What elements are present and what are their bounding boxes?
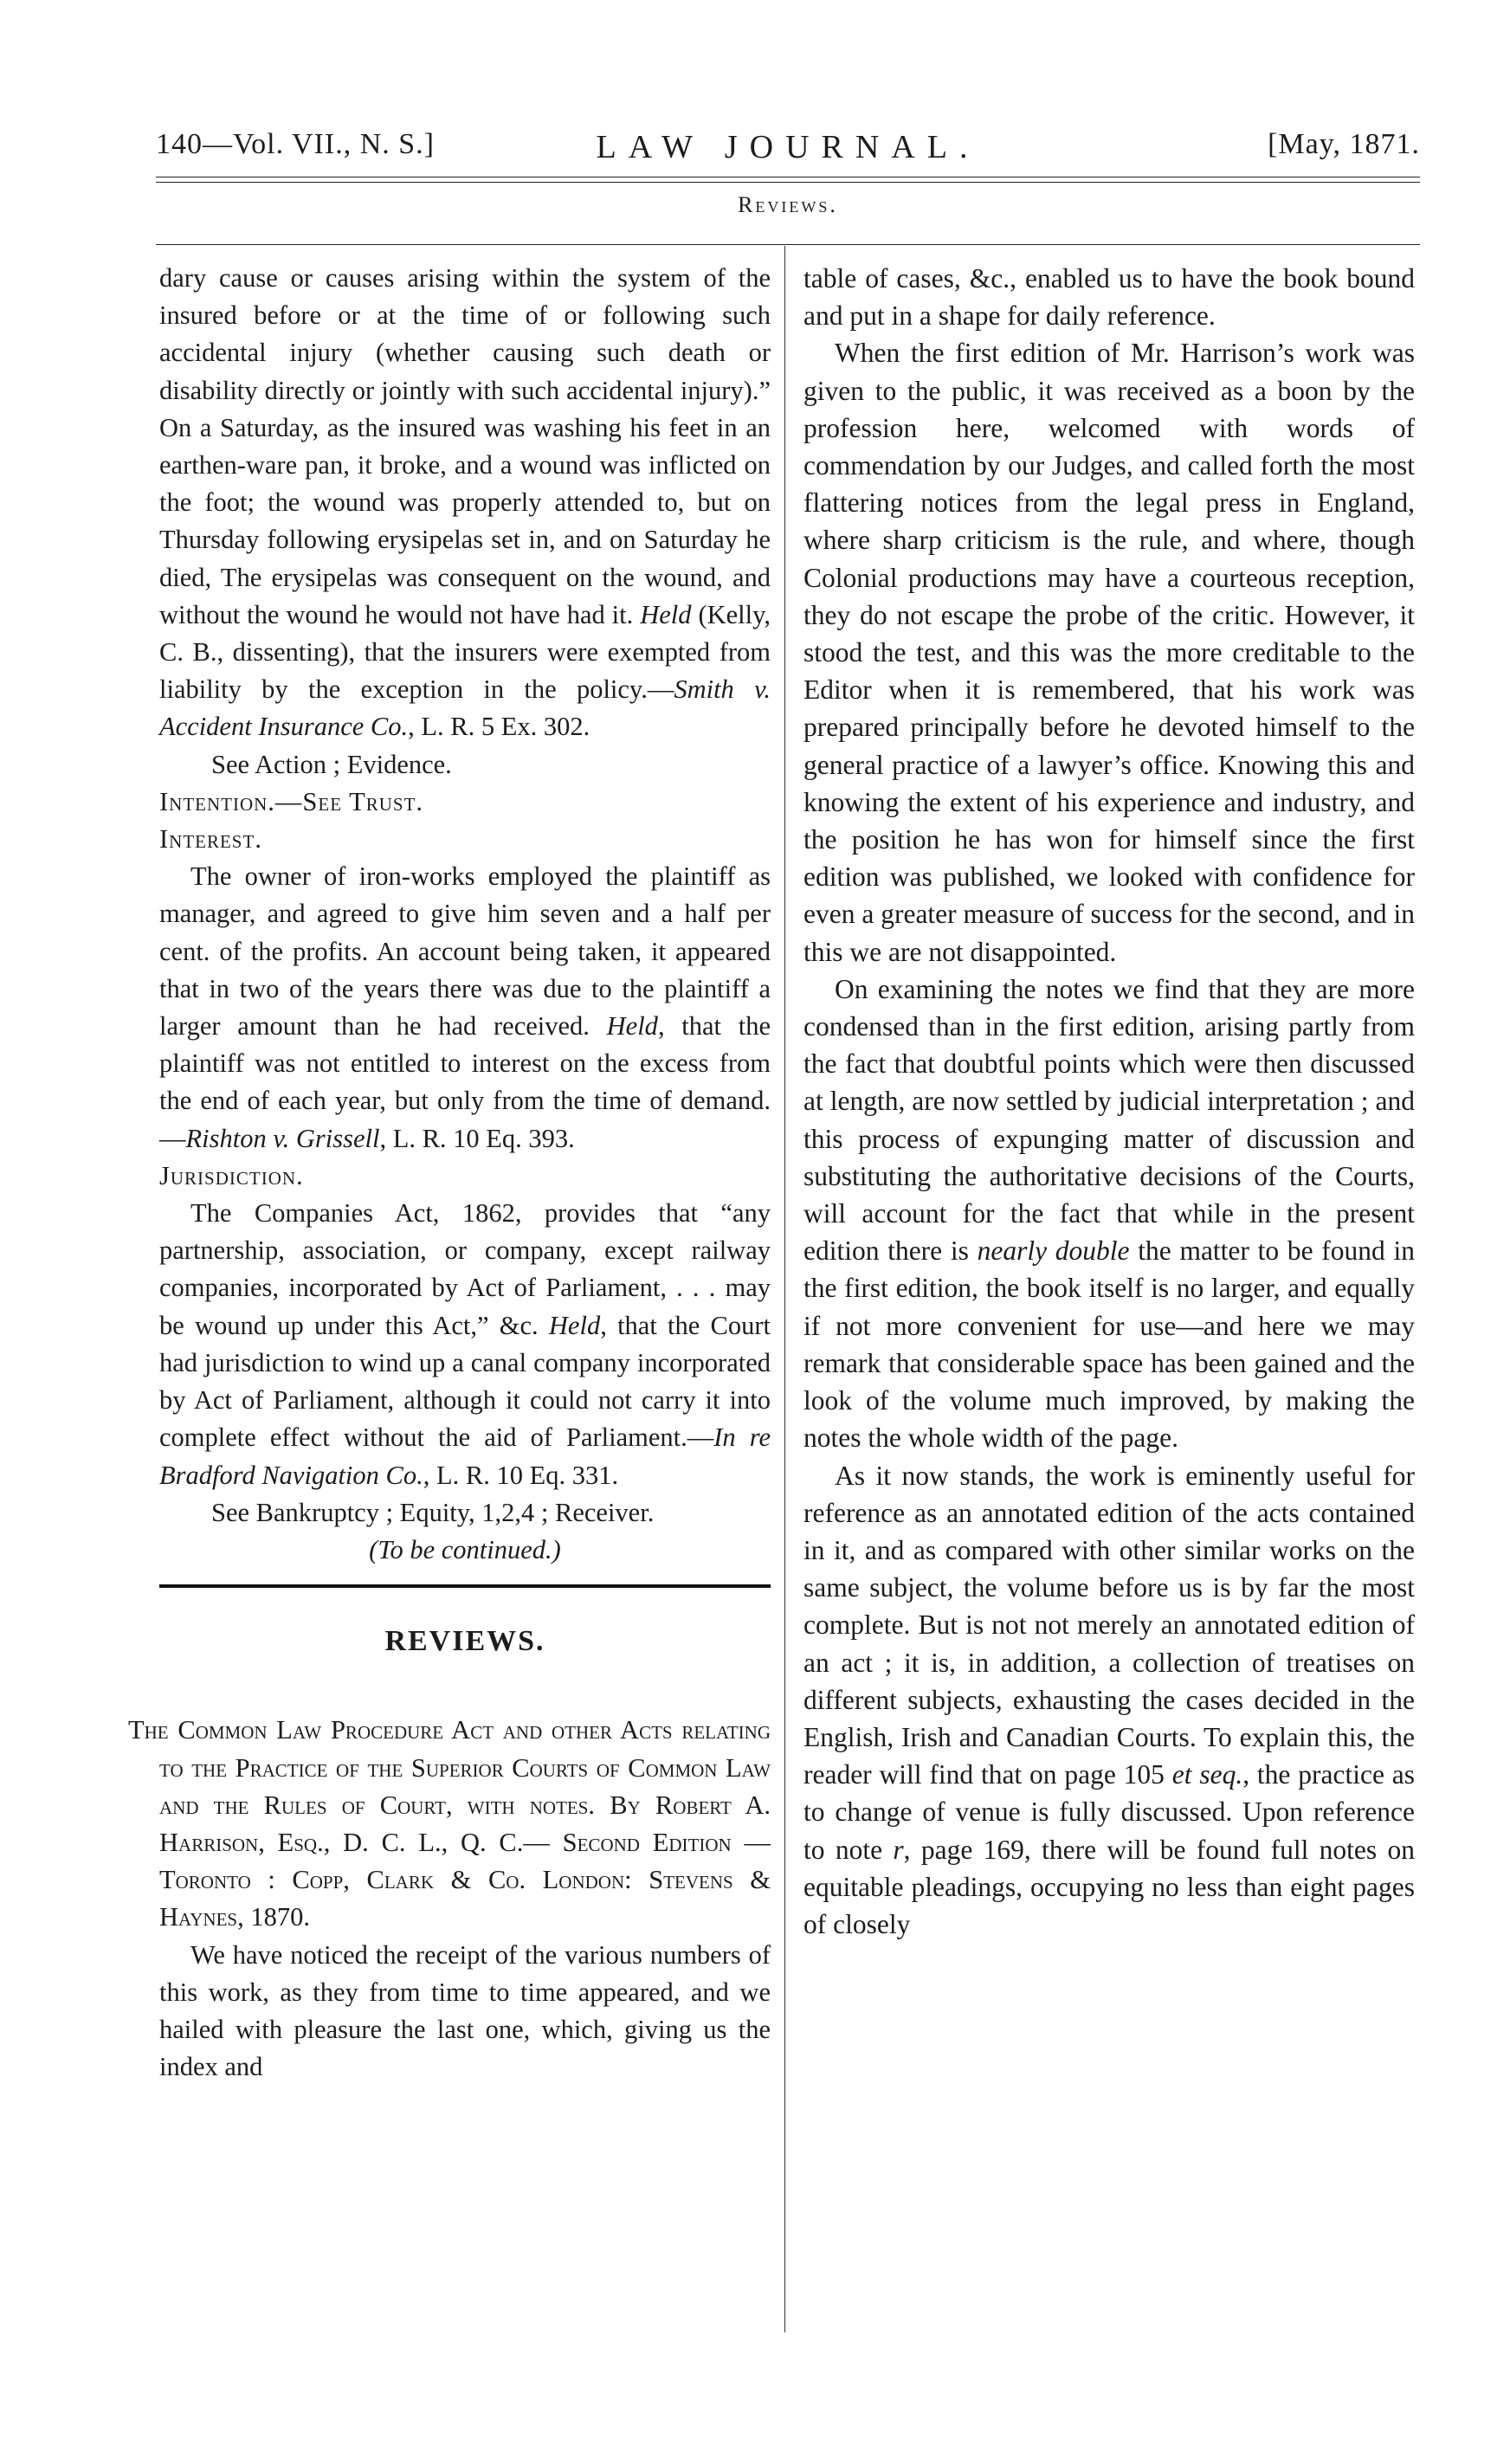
review-paragraph-continued: table of cases, &c., enabled us to have the book bound and put in a shape for daily reference. (803, 263, 1415, 332)
header-rule-2 (156, 182, 1420, 183)
reviews-heading: REVIEWS. (384, 1625, 545, 1658)
section-rule (156, 244, 1420, 245)
to-be-continued: (To be continued.) (369, 1534, 561, 1564)
paragraph-insurance-case: dary cause or causes arising within the system of the insured before or at the time of or following such accidental injury (whether causing such death or disability directly or jointly with such accidental injury).” On a Saturday, as the insured was washing his feet in an earthen-ware pan, it broke, and a wound was inflicted on the foot; the wound was properly attended to, but on Thursday following erysipelas set in, and on Saturday he died, The erysipelas was consequent on the wound, and without the wound he would not have had it. Held (Kelly, C. B., dissenting), that the insurers were exempted from liability by the exception in the policy.—Smith v. Accident Insurance Co., L. R. 5 Ex. 302. (159, 263, 771, 742)
see-also-bankruptcy: See Bankruptcy ; Equity, 1,2,4 ; Receiver. (211, 1497, 655, 1527)
review-paragraph-1: We have noticed the receipt of the various numbers of this work, as they from time to time appeared, and we hailed with pleasure the last one, which, giving us the index and (159, 1939, 771, 2082)
right-column (803, 260, 1415, 1943)
paragraph-interest-case: The owner of iron-works employed the plaintiff as manager, and agreed to give him seven and a half per cent. of the profits. An account being taken, it appeared that in two of the years there was due to the plaintiff a larger amount than he had received. Held, that the plaintiff was not entitled to interest on the excess from the end of each year, but only from the time of demand.—Rishton v. Grissell, L. R. 10 Eq. 393. (159, 861, 771, 1153)
review-paragraph-3: On examining the notes we find that they are more condensed than in the first edition, arising partly from the fact that doubtful points which were then discussed at length, are now settled by judicial interpretation ; and this process of expunging matter of discussion and substituting the authoritative decisions of the Courts, will account for the fact that while in the present edition there is nearly double the matter to be found in the first edition, the book itself is no larger, and equally if not more convenient for use—and here we may remark that considerable space has been gained and the look of the volume much improved, by making the notes the whole width of the page. (803, 973, 1415, 1454)
review-book-title: The Common Law Procedure Act and other Acts relating to the Practice of the Superior Courts of Common Law and the Rules of Court, with notes. By Robert A. Harrison, Esq., D. C. L., Q. C.— Second Edition — Toronto : Copp, Clark & Co. London: Stevens & Haynes, 1870. (128, 1715, 771, 1932)
heading-jurisdiction: Jurisdiction. (159, 1160, 304, 1190)
see-also-action: See Action ; Evidence. (211, 749, 452, 779)
heading-interest: Interest. (159, 824, 262, 855)
heading-intention: Intention.—See Trust. (159, 786, 424, 816)
issue-date: [May, 1871. (1268, 128, 1420, 160)
review-paragraph-4: As it now stands, the work is eminently useful for reference as an annotated edition of the acts contained in it, and as compared with other similar works on the same subject, the volume before us is by far the most complete. But is not not merely an annotated edition of an act ; it is, in addition, a collection of treatises on different subjects, exhausting the cases decided in the English, Irish and Canadian Courts. To explain this, the reader will find that on page 105 et seq., the practice as to change of venue is fully discussed. Upon reference to note r, page 169, there will be found full notes on equitable pleadings, occupying no less than eight pages of closely (803, 1460, 1416, 1939)
section-end-rule (159, 1584, 771, 1588)
left-column (128, 260, 771, 2086)
section-title: Reviews. (738, 192, 838, 217)
page-volume-label: 140—Vol. VII., N. S.] (156, 128, 435, 160)
review-paragraph-2: When the first edition of Mr. Harrison’s work was given to the public, it was received as a boon by the profession here, welcomed with words of commendation by our Judges, and called forth the most flattering notices from the legal press in England, where sharp criticism is the rule, and where, though Colonial productions may have a courteous reception, they do not escape the probe of the critic. However, it stood the test, and this was the more creditable to the Editor when it is remembered, that his work was prepared principally before he devoted himself to the general practice of a lawyer’s office. Knowing this and knowing the extent of his experience and industry, and the position he has won for himself since the first edition was published, we looked with confidence for even a greater measure of success for the second, and in this we are not disappointed. (803, 338, 1415, 967)
paragraph-jurisdiction-case: The Companies Act, 1862, provides that “any partnership, association, or company, except railway companies, incorporated by Act of Parliament, . . . may be wound up under this Act,” &c. Held, that the Court had jurisdiction to wind up a canal company incorporated by Act of Parliament, although it could not carry it into complete effect without the aid of Parliament.—In re Bradford Navigation Co., L. R. 10 Eq. 331. (159, 1198, 771, 1490)
journal-title: LAW JOURNAL. (596, 129, 980, 165)
column-divider (784, 246, 785, 2332)
running-header (156, 128, 1420, 171)
